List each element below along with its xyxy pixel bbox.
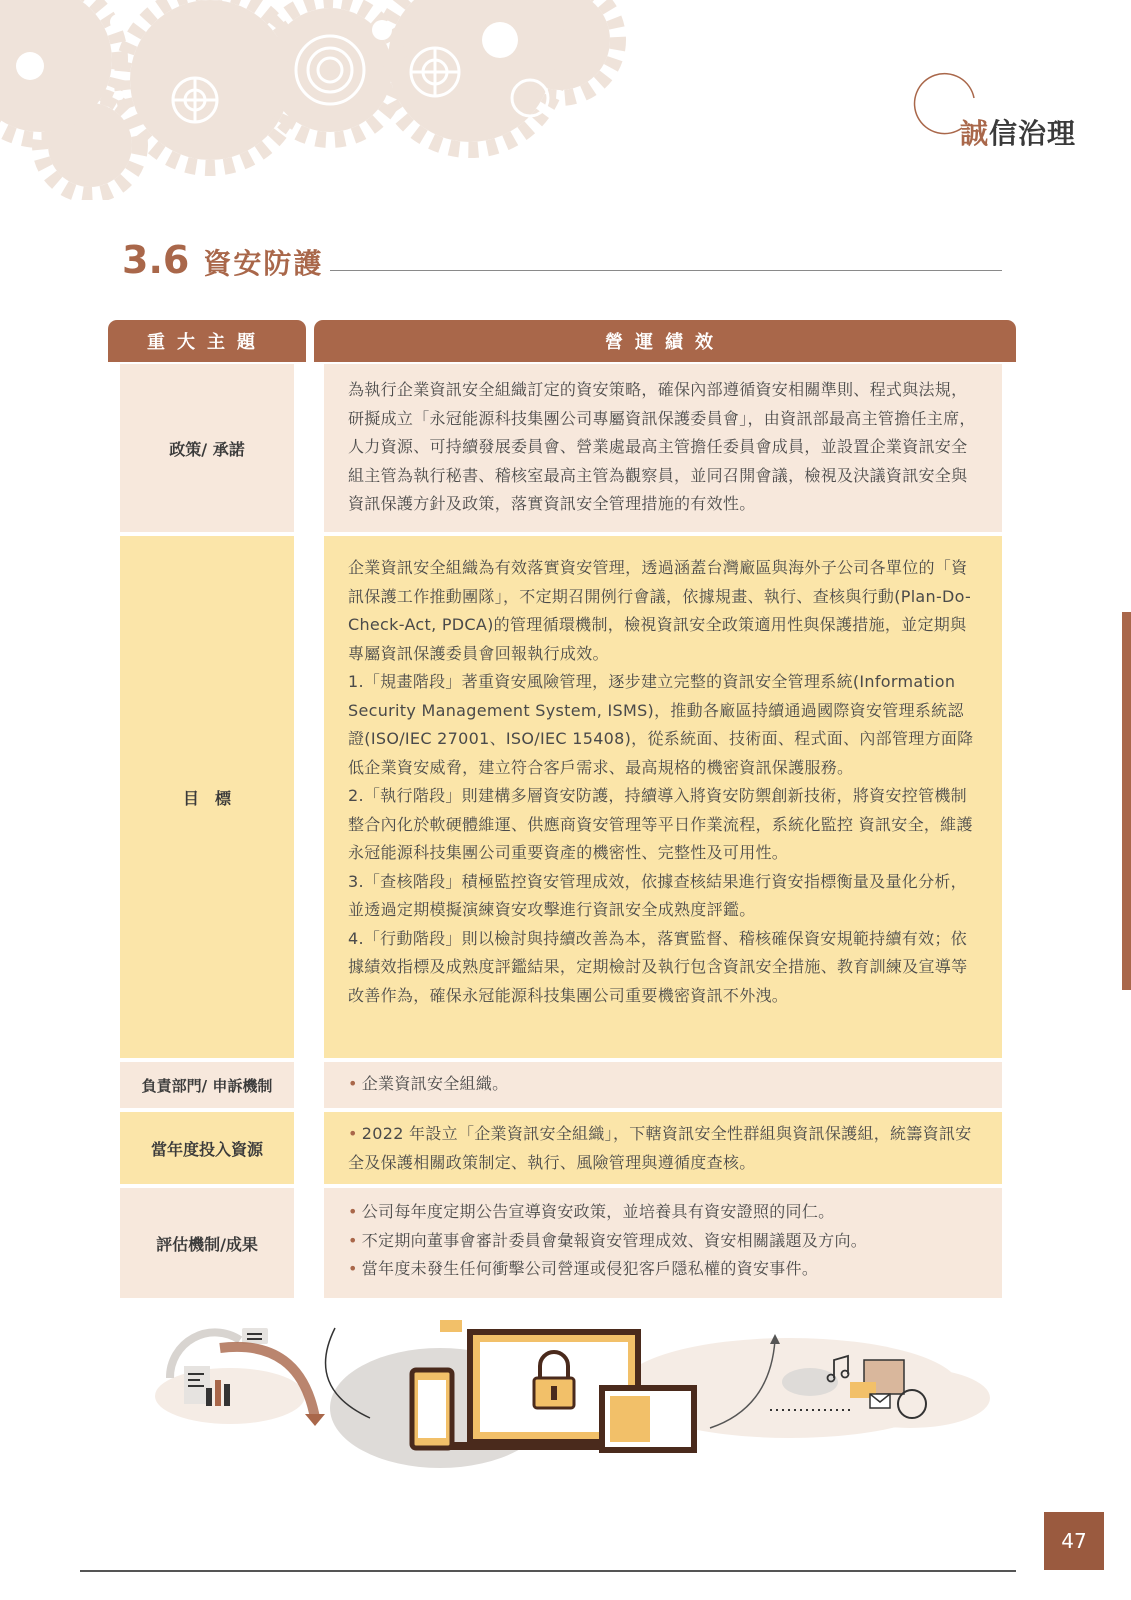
table-row-evaluation <box>120 1188 1002 1298</box>
row-content <box>324 1112 1002 1184</box>
row-label: 當年度投入資源 <box>120 1112 294 1184</box>
bullet-item: • 公司每年度定期公告宣導資安政策，並培養具有資安證照的同仁。 <box>348 1202 835 1221</box>
section-label-text: 誠信治理 <box>960 117 1077 150</box>
row-label: 目 標 <box>120 536 294 1058</box>
page-title <box>122 238 323 282</box>
paragraph: 3.「查核階段」積極監控資安管理成效，依據查核結果進行資安指標衡量及量化分析，並透過定期模擬演練資安攻擊進行資訊安全成熟度評鑑。 <box>348 871 967 919</box>
table-row-responsible <box>120 1062 1002 1108</box>
paragraph: 2.「執行階段」則建構多層資安防護，持續導入將資安防禦創新技術，將資安控管機制整合內化於軟硬體維運、供應商資安管理等平日作業流程，系統化監控 資訊安全，維護永冠能源科技集團公司重要資產的機密性、完整性及可用性。 <box>348 786 973 862</box>
bullet-item: • 2022 年設立「企業資訊安全組織」，下轄資訊安全性群組與資訊保護組，統籌資訊安全及保護相關政策制定、執行、風險管理與遵循度查核。 <box>348 1124 972 1172</box>
paragraph: 企業資訊安全組織為有效落實資安管理，透過涵蓋台灣廠區與海外子公司各單位的「資訊保護工作推動團隊」，不定期召開例行會議，依據規畫、執行、查核與行動(Plan-Do-Check-Act, PDCA)的管理循環機制，檢視資訊安全政策適用性與保護措施，並定期與專屬資訊保護委員會回報執行成效。 <box>348 558 972 663</box>
row-label: 政策/ 承諾 <box>120 364 294 532</box>
section-number: 3.6 <box>122 238 190 282</box>
row-content <box>324 1062 1002 1108</box>
gears-decoration-icon <box>0 0 640 200</box>
security-illustration-icon <box>150 1318 1000 1498</box>
bullet-item: • 企業資訊安全組織。 <box>348 1074 509 1093</box>
paragraph: 4.「行動階段」則以檢討與持續改善為本，落實監督、稽核確保資安規範持續有效；依據績效指標及成熟度評鑑結果，定期檢討及執行包含資訊安全措施、教育訓練及宣導等改善作為，確保永冠能源科技集團公司重要機密資訊不外洩。 <box>348 928 968 1005</box>
phone-icon <box>412 1370 452 1448</box>
row-content <box>324 536 1002 1058</box>
row-label: 評估機制/成果 <box>120 1188 294 1298</box>
footer-rule <box>80 1570 1016 1572</box>
table-row-policy <box>120 364 1002 532</box>
paragraph: 為執行企業資訊安全組織訂定的資安策略，確保內部遵循資安相關準則、程式與法規，研擬成立「永冠能源科技集團公司專屬資訊保護委員會」，由資訊部最高主管擔任主席，人力資源、可持續發展委員會、營業處最高主管擔任委員會成員，並設置企業資訊安全組主管為執行秘書、稽核室最高主管為觀察員，並同召開會議，檢視及決議資訊安全與資訊保護方針及政策，落實資訊安全管理措施的有效性。 <box>348 380 976 513</box>
table-row-goals <box>120 536 1002 1058</box>
bullet-item: • 當年度未發生任何衝擊公司營運或侵犯客戶隱私權的資安事件。 <box>348 1259 819 1278</box>
page-number: 47 <box>1044 1512 1104 1570</box>
section-label <box>912 68 1082 148</box>
row-content <box>324 1188 1002 1298</box>
side-tab <box>1122 612 1131 990</box>
row-content <box>324 364 1002 532</box>
row-label: 負責部門/ 申訴機制 <box>120 1062 294 1108</box>
section-name: 資安防護 <box>203 247 324 280</box>
bullet-item: • 不定期向董事會審計委員會彙報資安管理成效、資安相關議題及方向。 <box>348 1230 868 1250</box>
title-rule <box>330 270 1002 271</box>
chat-bubble-icon <box>242 1328 268 1344</box>
paragraph: 1.「規畫階段」著重資安風險管理，逐步建立完整的資訊安全管理系統(Information Security Management System, ISMS)，推動各廠區持續通過國際資安管理系統認證(ISO/IEC 27001、ISO/IEC 15408)，從系統面、技術面、程式面、內部管理方面降低企業資安威脅，建立符合客戶需求、最高規格的機密資訊保護服務。 <box>348 672 974 777</box>
table-row-resources <box>120 1112 1002 1184</box>
header-major-topic: 重大主題 <box>108 320 306 362</box>
header-performance: 營運績效 <box>314 320 1016 362</box>
